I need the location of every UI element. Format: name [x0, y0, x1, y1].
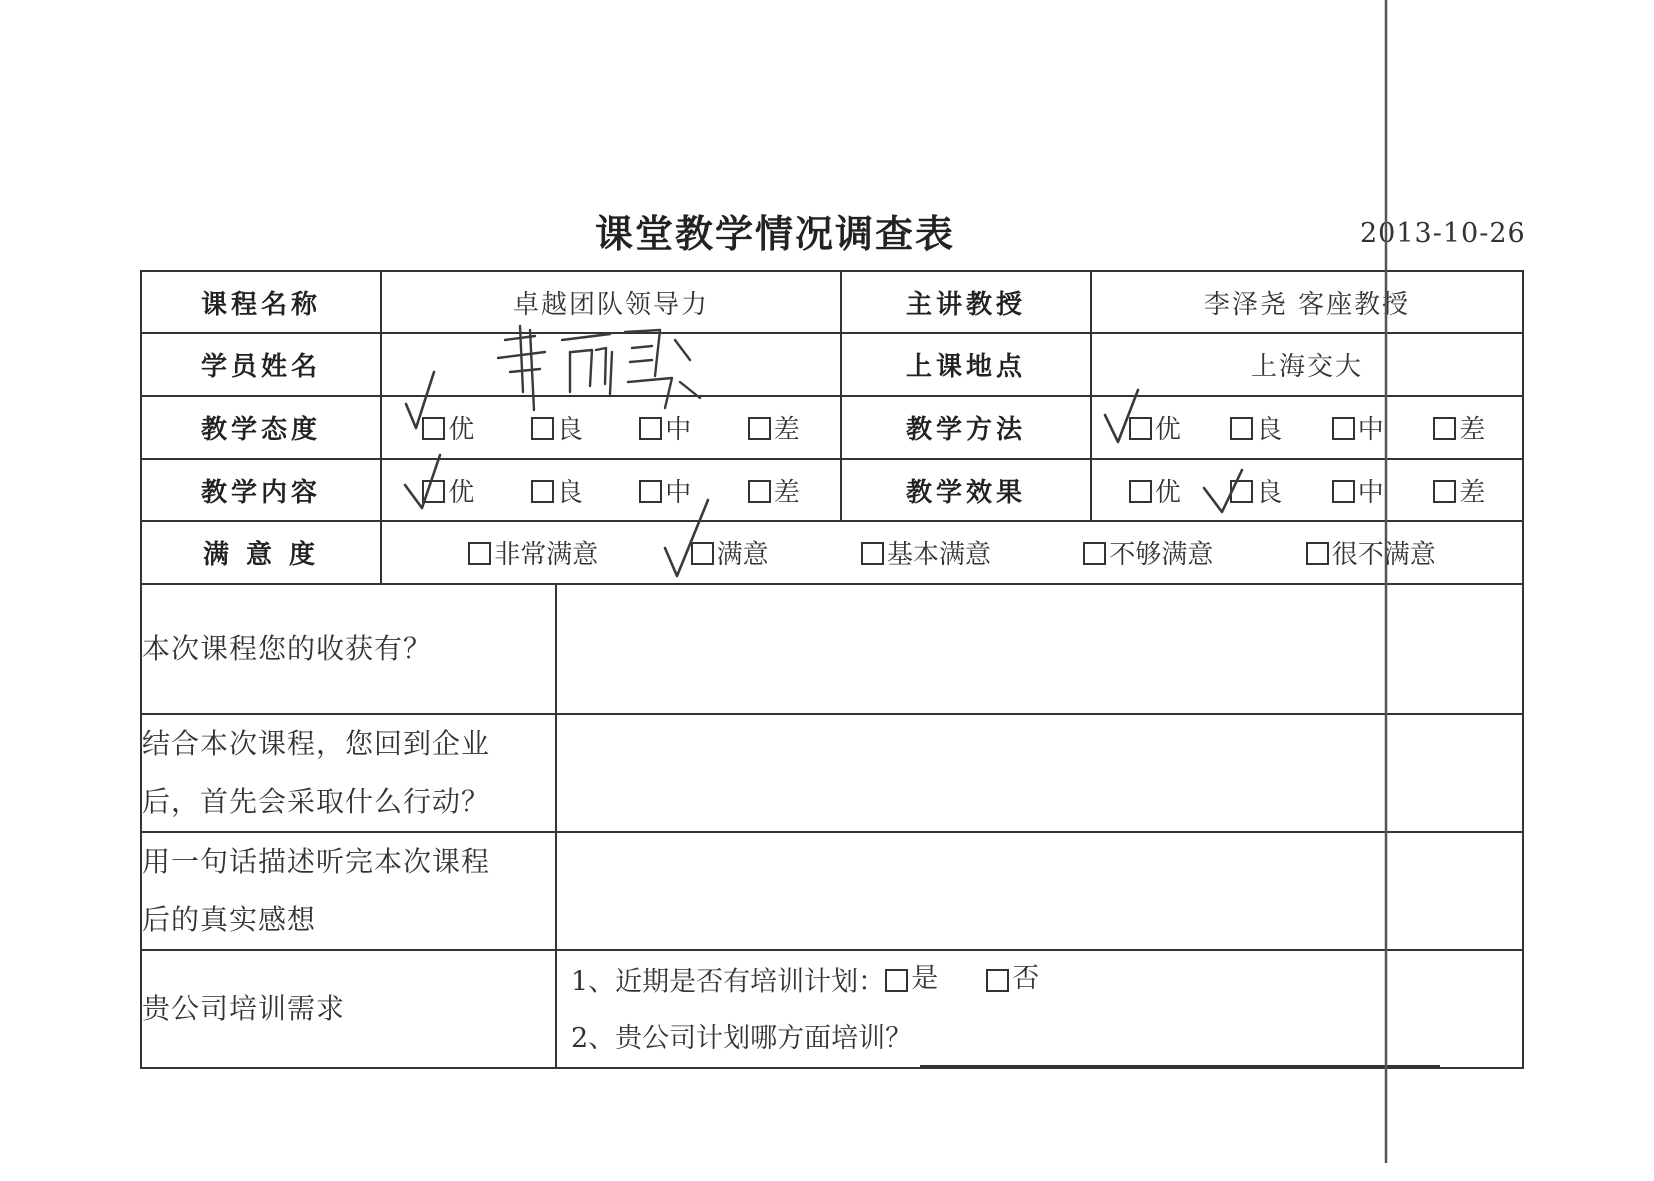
row-q1 — [141, 584, 1523, 714]
method-option-good[interactable]: 良 — [1230, 409, 1282, 446]
row-content-effect — [141, 459, 1523, 521]
professor-value: 李泽尧 客座教授 — [1091, 271, 1523, 333]
checkbox[interactable] — [1332, 480, 1355, 503]
checkbox[interactable] — [1129, 417, 1152, 440]
checkbox[interactable] — [639, 480, 662, 503]
row-q4 — [141, 950, 1523, 1068]
row-satisfaction — [141, 521, 1523, 584]
content-label: 教学内容 — [141, 459, 381, 521]
checkbox[interactable] — [986, 969, 1009, 992]
checkbox[interactable] — [1083, 542, 1106, 565]
professor-label: 主讲教授 — [841, 271, 1091, 333]
checkbox[interactable] — [468, 542, 491, 565]
checkbox[interactable] — [1230, 417, 1253, 440]
content-options — [381, 459, 841, 521]
training-plan-no[interactable]: 否 — [986, 951, 1039, 1007]
training-plan-line: 1、近期是否有培训计划： 是 否 — [557, 951, 1522, 1011]
content-option-good[interactable]: 良 — [531, 472, 583, 509]
effect-label: 教学效果 — [841, 459, 1091, 521]
attitude-options — [381, 396, 841, 459]
training-plan-yes[interactable]: 是 — [885, 951, 938, 1007]
satisfaction-label: 满 意 度 — [141, 521, 381, 584]
attitude-option-fair[interactable]: 中 — [639, 409, 691, 446]
effect-option-poor[interactable]: 差 — [1433, 472, 1485, 509]
checkbox[interactable] — [639, 417, 662, 440]
satisfaction-option-very-unsatisfied[interactable]: 很不满意 — [1306, 534, 1436, 571]
method-option-fair[interactable]: 中 — [1332, 409, 1384, 446]
satisfaction-option-satisfied[interactable]: 满意 — [691, 534, 769, 571]
student-name-label: 学员姓名 — [141, 333, 381, 396]
row-attitude-method — [141, 396, 1523, 459]
question-actions: 结合本次课程，您回到企业 后，首先会采取什么行动？ — [141, 714, 556, 832]
checkbox[interactable] — [1433, 480, 1456, 503]
checkbox[interactable] — [1332, 417, 1355, 440]
satisfaction-option-basically-satisfied[interactable]: 基本满意 — [861, 534, 991, 571]
checkbox[interactable] — [885, 969, 908, 992]
effect-option-excellent[interactable]: 优 — [1129, 472, 1181, 509]
method-option-poor[interactable]: 差 — [1433, 409, 1485, 446]
attitude-option-good[interactable]: 良 — [531, 409, 583, 446]
checkbox[interactable] — [422, 417, 445, 440]
form-title: 课堂教学情况调查表 — [594, 212, 955, 256]
row-student — [141, 333, 1523, 396]
checkbox[interactable] — [422, 480, 445, 503]
checkbox[interactable] — [748, 480, 771, 503]
question-training-needs: 贵公司培训需求 — [141, 950, 556, 1068]
satisfaction-option-very-satisfied[interactable]: 非常满意 — [468, 534, 598, 571]
checkbox[interactable] — [748, 417, 771, 440]
checkbox[interactable] — [531, 417, 554, 440]
checkbox[interactable] — [1129, 480, 1152, 503]
checkbox[interactable] — [691, 542, 714, 565]
checkbox[interactable] — [1433, 417, 1456, 440]
effect-options — [1091, 459, 1523, 521]
row-course — [141, 271, 1523, 333]
effect-option-fair[interactable]: 中 — [1332, 472, 1384, 509]
attitude-option-excellent[interactable]: 优 — [422, 409, 474, 446]
student-name-field[interactable] — [381, 333, 841, 396]
method-label: 教学方法 — [841, 396, 1091, 459]
course-name-label: 课程名称 — [141, 271, 381, 333]
course-name-value: 卓越团队领导力 — [381, 271, 841, 333]
training-area-line: 2、贵公司计划哪方面培训？ — [557, 1011, 1522, 1067]
satisfaction-option-not-satisfied[interactable]: 不够满意 — [1083, 534, 1213, 571]
row-q3 — [141, 832, 1523, 950]
survey-table — [140, 270, 1524, 1069]
training-area-blank[interactable] — [920, 1041, 1440, 1067]
row-q2 — [141, 714, 1523, 832]
effect-option-good[interactable]: 良 — [1230, 472, 1282, 509]
method-options — [1091, 396, 1523, 459]
satisfaction-options — [381, 521, 1523, 584]
answer-feelings[interactable] — [556, 832, 1523, 950]
training-needs-answers — [556, 950, 1523, 1068]
checkbox[interactable] — [1230, 480, 1253, 503]
form-date: 2013-10-26 — [1360, 218, 1526, 249]
question-feelings: 用一句话描述听完本次课程 后的真实感想 — [141, 832, 556, 950]
answer-actions[interactable] — [556, 714, 1523, 832]
content-option-poor[interactable]: 差 — [748, 472, 800, 509]
checkbox[interactable] — [531, 480, 554, 503]
content-option-excellent[interactable]: 优 — [422, 472, 474, 509]
content-option-fair[interactable]: 中 — [639, 472, 691, 509]
answer-gains[interactable] — [556, 584, 1523, 714]
location-label: 上课地点 — [841, 333, 1091, 396]
location-value: 上海交大 — [1091, 333, 1523, 396]
method-option-excellent[interactable]: 优 — [1129, 409, 1181, 446]
attitude-label: 教学态度 — [141, 396, 381, 459]
attitude-option-poor[interactable]: 差 — [748, 409, 800, 446]
checkbox[interactable] — [1306, 542, 1329, 565]
checkbox[interactable] — [861, 542, 884, 565]
question-gains: 本次课程您的收获有？ — [141, 584, 556, 714]
